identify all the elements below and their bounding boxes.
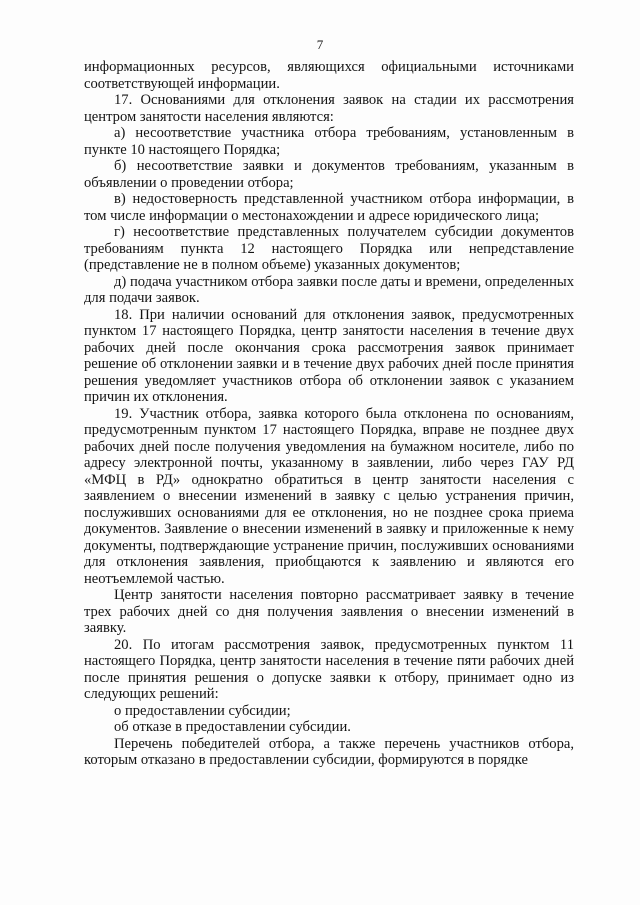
paragraph-continued-text: информационных ресурсов, являющихся официальными источниками соответствующей информации.	[84, 59, 574, 92]
document-body	[84, 59, 574, 769]
paragraph-clause-20: 20. По итогам рассмотрения заявок, предусмотренных пунктом 11 настоящего Порядка, центр занятости населения в течение пяти рабочих дней после принятия решения о допуске заявки к отбору, принимает одно из следующих решений:	[84, 636, 574, 702]
paragraph-decision-grant: о предоставлении субсидии;	[114, 702, 291, 719]
page-number: 7	[316, 37, 324, 52]
paragraph-clause-17-a: а) несоответствие участника отбора требованиям, установленным в пункте 10 настоящего Порядка;	[84, 125, 574, 158]
paragraph-winners-list: Перечень победителей отбора, а также перечень участников отбора, которым отказано в предоставлении субсидии, формируются в порядке	[84, 735, 574, 768]
paragraph-re-review: Центр занятости населения повторно рассматривает заявку в течение трех рабочих дней со дня получения заявления о внесении изменений в заявку.	[84, 587, 574, 636]
paragraph-clause-18: 18. При наличии оснований для отклонения заявок, предусмотренных пунктом 17 настоящего Порядка, центр занятости населения в течение двух рабочих дней после окончания срока рассмотрения заявок принимает решение об отклонении заявки и в течение двух рабочих дней после принятия решения уведомляет участников отбора об отклонении заявок с указанием причин их отклонения.	[84, 306, 574, 405]
paragraph-clause-19: 19. Участник отбора, заявка которого была отклонена по основаниям, предусмотренным пунктом 17 настоящего Порядка, вправе не позднее двух рабочих дней после получения уведомления на бумажном носителе, либо по адресу электронной почты, указанному в заявлении, либо через ГАУ РД «МФЦ в РД» однократно обратиться в центр занятости населения с заявлением о внесении изменений в заявку с целью устранения причин, послуживших основаниями для ее отклонения, но не позднее срока приема документов. Заявление о внесении изменений в заявку и приложенные к нему документы, подтверждающие устранение причин, послуживших основаниями для отклонения заявления, приобщаются к заявлению и являются его неотъемлемой частью.	[84, 405, 574, 587]
paragraph-clause-17-d: д) подача участником отбора заявки после даты и времени, определенных для подачи заявок.	[84, 273, 574, 306]
paragraph-decision-refusal: об отказе в предоставлении субсидии.	[114, 719, 351, 735]
paragraph-clause-17-g: г) несоответствие представленных получателем субсидии документов требованиям пункта 12 настоящего Порядка или непредставление (представление не в полном объеме) указанных документов;	[84, 224, 574, 273]
paragraph-clause-17-b: б) несоответствие заявки и документов требованиям, указанным в объявлении о проведении отбора;	[84, 158, 574, 191]
paragraph-clause-17: 17. Основаниями для отклонения заявок на стадии их рассмотрения центром занятости населения являются:	[84, 92, 574, 125]
paragraph-clause-17-v: в) недостоверность представленной участником отбора информации, в том числе информации о местонахождении и адресе юридического лица;	[84, 191, 574, 224]
